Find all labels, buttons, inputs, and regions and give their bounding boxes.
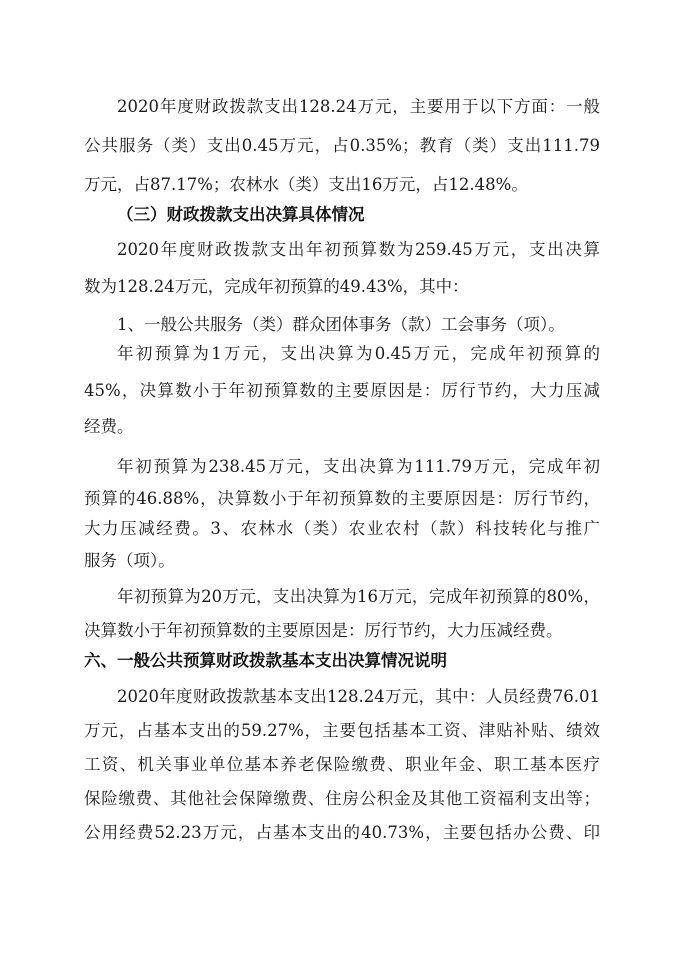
paragraph-line: 年初预算为238.45万元，支出决算为111.79万元，完成年初 <box>117 457 600 476</box>
paragraph-line: 公共服务（类）支出0.45万元，占0.35%；教育（类）支出111.79 <box>84 136 600 155</box>
paragraph-line: 数为128.24万元，完成年初预算的49.43%，其中： <box>84 277 469 296</box>
paragraph-line: 保险缴费、其他社会保障缴费、住房公积金及其他工资福利支出等； <box>84 789 600 808</box>
paragraph-line: 预算的46.88%，决算数小于年初预算数的主要原因是：厉行节约， <box>84 489 600 508</box>
paragraph-line: 大力压减经费。3、农林水（类）农业农村（款）科技转化与推广 <box>84 519 600 538</box>
paragraph-line: 万元，占基本支出的59.27%，主要包括基本工资、津贴补贴、绩效 <box>84 721 600 740</box>
paragraph-line: 服务（项）。 <box>84 551 175 570</box>
paragraph-line: 2020年度财政拨款支出128.24万元，主要用于以下方面：一般 <box>117 97 600 116</box>
paragraph-line: 45%，决算数小于年初预算数的主要原因是：厉行节约，大力压减 <box>84 381 600 400</box>
paragraph-line: 2020年度财政拨款支出年初预算数为259.45万元，支出决算 <box>117 240 600 259</box>
paragraph-line: 2020年度财政拨款基本支出128.24万元，其中：人员经费76.01 <box>117 687 600 706</box>
paragraph-line: 工资、机关事业单位基本养老保险缴费、职业年金、职工基本医疗 <box>84 755 600 774</box>
paragraph-line: 万元，占87.17%；农林水（类）支出16万元，占12.48%。 <box>84 175 528 194</box>
paragraph-line: 经费。 <box>84 417 134 436</box>
paragraph-line: 决算数小于年初预算数的主要原因是：厉行节约，大力压减经费。 <box>84 621 563 640</box>
section-subheading: （三）财政拨款支出决算具体情况 <box>117 205 365 224</box>
paragraph-line: 年初预算为20万元，支出决算为16万元，完成年初预算的80%， <box>117 587 600 606</box>
list-item: 1、一般公共服务（类）群众团体事务（款）工会事务（项）。 <box>117 315 565 334</box>
paragraph-line: 公用经费52.23万元，占基本支出的40.73%，主要包括办公费、印 <box>84 823 600 842</box>
paragraph-line: 年初预算为1万元，支出决算为0.45万元，完成年初预算的 <box>117 344 600 363</box>
section-heading: 六、一般公共预算财政拨款基本支出决算情况说明 <box>84 651 447 670</box>
